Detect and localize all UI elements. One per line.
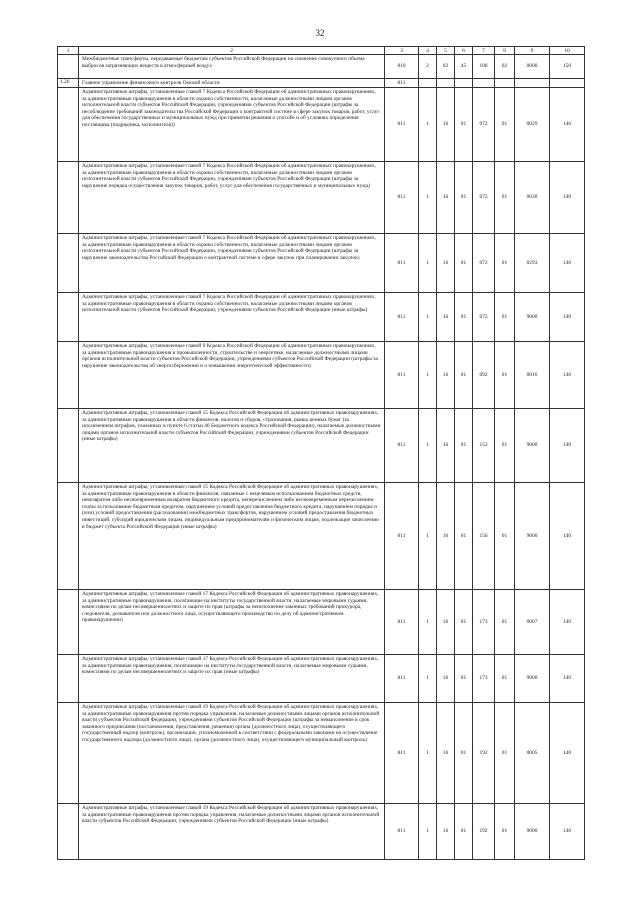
code-cell: 01 <box>495 342 515 409</box>
code-cell: 16 <box>437 342 455 409</box>
row-number-cell <box>58 804 79 860</box>
row-description: Административные штрафы, установленные главой 7 Кодекса Российской Федерации об административных правонарушениях, за административные правонарушения в области охраны собственности, налагаемые должностными лицами органов исполнительной власти субъектов Российской Федерации, учреждениями субъектов Российской Федерации (штрафы за несоблюдение требований законодательства Российской Федерации о контрактной системе в сфере закупок товаров, работ, услуг для обеспечения государственных и муниципальных нужд при принятии решения о способе и об условиях определения поставщика (подрядчика, исполнителя)) <box>79 88 385 162</box>
code-cell: 0293 <box>515 234 550 293</box>
code-cell: 01 <box>455 804 473 860</box>
table-row <box>58 655 585 703</box>
code-cell: 140 <box>550 342 585 409</box>
code-cell: 192 <box>473 804 495 860</box>
code-cell: 140 <box>550 703 585 804</box>
code-cell: 108 <box>473 55 495 79</box>
code-cell: 140 <box>550 804 585 860</box>
code-cell: 01 <box>495 234 515 293</box>
empty-cell <box>515 79 550 88</box>
code-cell: 140 <box>550 88 585 162</box>
code-cell: 811 <box>385 655 419 703</box>
code-cell: 45 <box>455 55 473 79</box>
code-cell: 1 <box>419 703 437 804</box>
code-cell: 0030 <box>515 162 550 234</box>
code-cell: 01 <box>455 88 473 162</box>
code-cell: 16 <box>437 293 455 342</box>
row-description: Административные штрафы, установленные главой 19 Кодекса Российской Федерации об административных правонарушениях, за административные правонарушения против порядка управления, налагаемые должностными лицами органов исполнительной власти субъектов Российской Федерации, учреждениями субъектов Российской Федерации (штрафы за невыполнение в срок законного предписания (постановления, представления, решения) органа (должностного лица), осуществляющего государственный надзор (контроль), организации, уполномоченной в соответствии с федеральными законами на осуществление государственного надзора (должностного лица), органа (должностного лица), осуществляющего муниципальный контроль) <box>79 703 385 804</box>
preceding-table-row <box>58 55 585 79</box>
code-cell: 01 <box>495 293 515 342</box>
empty-cell <box>473 79 495 88</box>
row-number-cell <box>58 162 79 234</box>
code-cell: 810 <box>385 55 419 79</box>
code-cell: 01 <box>495 483 515 590</box>
table-row <box>58 88 585 162</box>
table-row <box>58 483 585 590</box>
code-cell: 811 <box>385 88 419 162</box>
code-cell: 140 <box>550 590 585 655</box>
code-cell: 811 <box>385 342 419 409</box>
row-number-cell <box>58 655 79 703</box>
code-cell: 16 <box>437 655 455 703</box>
header-cell: 9 <box>515 47 550 55</box>
code-cell: 1 <box>419 655 437 703</box>
row-number-cell <box>58 703 79 804</box>
row-number-cell <box>58 234 79 293</box>
row-number-cell <box>58 409 79 483</box>
code-cell: 16 <box>437 88 455 162</box>
code-cell: 9000 <box>515 409 550 483</box>
code-cell: 0007 <box>515 590 550 655</box>
code-cell: 0029 <box>515 88 550 162</box>
code-cell: 01 <box>455 655 473 703</box>
table-row <box>58 342 585 409</box>
code-cell: 072 <box>473 88 495 162</box>
code-cell: 01 <box>455 342 473 409</box>
table-row <box>58 590 585 655</box>
code-cell: 1 <box>419 804 437 860</box>
code-cell: 811 <box>385 703 419 804</box>
row-number-cell <box>58 483 79 590</box>
row-number-cell <box>58 293 79 342</box>
code-cell: 811 <box>385 483 419 590</box>
header-cell: 4 <box>419 47 437 55</box>
code-cell: 16 <box>437 234 455 293</box>
code-cell: 192 <box>473 703 495 804</box>
table-row <box>58 703 585 804</box>
row-number-cell <box>58 342 79 409</box>
code-cell: 16 <box>437 590 455 655</box>
empty-cell <box>495 79 515 88</box>
header-cell: 5 <box>437 47 455 55</box>
code-cell: 1 <box>419 234 437 293</box>
code-cell: 16 <box>437 483 455 590</box>
empty-cell <box>437 79 455 88</box>
code-cell: 173 <box>473 655 495 703</box>
row-description: Административные штрафы, установленные главой 7 Кодекса Российской Федерации об административных правонарушениях, за административные правонарушения в области охраны собственности, налагаемые должностными лицами органов исполнительной власти субъектов Российской Федерации, учреждениями субъектов Российской Федерации (штрафы за нарушение законодательства Российской Федерации о контрактной системе в сфере закупок при планировании закупок) <box>79 234 385 293</box>
row-description: Административные штрафы, установленные главой 7 Кодекса Российской Федерации об административных правонарушениях, за административные правонарушения в области охраны собственности, налагаемые должностными лицами органов исполнительной власти субъектов Российской Федерации, учреждениями субъектов Российской Федерации (иные штрафы) <box>79 293 385 342</box>
row-description: Административные штрафы, установленные главой 15 Кодекса Российской Федерации об административных правонарушениях, за административные правонарушения в области финансов, налогов и сборов, страхования, рынка ценных бумаг (за исключением штрафов, указанных в пункте 6 статьи 46 Бюджетного кодекса Российской Федерации), налагаемые должностными лицами органов исполнительной власти субъектов Российской Федерации, учреждениями субъектов Российской Федерации (иные штрафы) <box>79 409 385 483</box>
code-cell: 16 <box>437 804 455 860</box>
header-cell: 1 <box>58 47 79 55</box>
header-cell: 7 <box>473 47 495 55</box>
code-cell: 01 <box>495 804 515 860</box>
row-description: Административные штрафы, установленные главой 9 Кодекса Российской Федерации об административных правонарушениях, за административные правонарушения в промышленности, строительстве и энергетике, налагаемые должностными лицами органов исполнительной власти субъектов Российской Федерации, учреждениями субъектов Российской Федерации (штрафы за нарушение законодательства об энергосбережении и о повышении энергетической эффективности) <box>79 342 385 409</box>
section-heading-row <box>58 79 585 88</box>
code-cell: 072 <box>473 162 495 234</box>
column-number-header-row <box>58 47 585 55</box>
code-cell: 1 <box>419 342 437 409</box>
header-cell: 6 <box>455 47 473 55</box>
code-cell: 9000 <box>515 804 550 860</box>
code-cell: 140 <box>550 409 585 483</box>
header-cell: 2 <box>79 47 385 55</box>
row-description: Административные штрафы, установленные главой 17 Кодекса Российской Федерации об административных правонарушениях, за административные правонарушения, посягающие на институты государственной власти, налагаемые мировыми судьями, комиссиями по делам несовершеннолетних и защите их прав (штрафы за неисполнение законных требований прокурора, следователя, дознавателя или должностного лица, осуществляющего производство по делу об административном правонарушении) <box>79 590 385 655</box>
code-cell: 156 <box>473 483 495 590</box>
code-cell: 01 <box>495 703 515 804</box>
code-cell: 1 <box>419 88 437 162</box>
table-row <box>58 804 585 860</box>
code-cell: 092 <box>473 342 495 409</box>
row-number-cell <box>58 55 79 79</box>
code-cell: 811 <box>385 804 419 860</box>
row-description: Межбюджетные трансферты, передаваемые бюджетам субъектов Российской Федерации на снижение совокупного объема выбросов загрязняющих веществ в атмосферный воздух <box>79 55 385 79</box>
code-cell: 9000 <box>515 483 550 590</box>
table-row <box>58 234 585 293</box>
code-cell: 140 <box>550 293 585 342</box>
header-cell: 10 <box>550 47 585 55</box>
code-cell: 150 <box>550 55 585 79</box>
code-cell: 02 <box>495 55 515 79</box>
empty-cell <box>455 79 473 88</box>
code-cell: 1 <box>419 162 437 234</box>
code-cell: 072 <box>473 234 495 293</box>
code-cell: 01 <box>495 88 515 162</box>
code-cell: 140 <box>550 162 585 234</box>
code-cell: 01 <box>455 234 473 293</box>
code-cell: 01 <box>495 409 515 483</box>
code-cell: 152 <box>473 409 495 483</box>
row-description: Административные штрафы, установленные главой 15 Кодекса Российской Федерации об административных правонарушениях, за административные правонарушения в области финансов, связанные с нецелевым использованием бюджетных средств, невозвратом либо несвоевременным возвратом бюджетного кредита, неперечислением либо несвоевременным перечислением платы за пользование бюджетным кредитом, нарушением условий предоставления бюджетного кредита, нарушением порядка и (или) условий предоставления (расходования) межбюджетных трансфертов, нарушением условий предоставления бюджетных инвестиций, субсидий юридическим лицам, индивидуальным предпринимателям и физическим лицам, подлежащие зачислению в бюджет субъекта Российской Федерации (иные штрафы) <box>79 483 385 590</box>
code-cell: 01 <box>455 590 473 655</box>
code-cell: 0016 <box>515 342 550 409</box>
section-title: Главное управление финансового контроля Омской области <box>79 79 385 88</box>
code-cell: 1 <box>419 409 437 483</box>
code-cell: 140 <box>550 483 585 590</box>
section-code: 811 <box>385 79 419 88</box>
code-cell: 811 <box>385 162 419 234</box>
code-cell: 02 <box>437 55 455 79</box>
row-number-cell <box>58 590 79 655</box>
table-row <box>58 409 585 483</box>
code-cell: 01 <box>455 409 473 483</box>
section-number: 1.26 <box>58 79 79 88</box>
code-cell: 01 <box>495 655 515 703</box>
code-cell: 140 <box>550 234 585 293</box>
code-cell: 9000 <box>515 655 550 703</box>
code-cell: 811 <box>385 293 419 342</box>
code-cell: 01 <box>495 162 515 234</box>
code-cell: 01 <box>495 590 515 655</box>
code-cell: 811 <box>385 590 419 655</box>
code-cell: 01 <box>455 162 473 234</box>
header-cell: 3 <box>385 47 419 55</box>
row-number-cell <box>58 88 79 162</box>
page-number: 32 <box>315 28 325 38</box>
code-cell: 072 <box>473 293 495 342</box>
code-cell: 140 <box>550 655 585 703</box>
code-cell: 811 <box>385 234 419 293</box>
code-cell: 16 <box>437 703 455 804</box>
code-cell: 01 <box>455 703 473 804</box>
empty-cell <box>419 79 437 88</box>
code-cell: 1 <box>419 483 437 590</box>
code-cell: 173 <box>473 590 495 655</box>
header-cell: 8 <box>495 47 515 55</box>
code-cell: 16 <box>437 409 455 483</box>
budget-codes-table <box>57 46 585 860</box>
row-description: Административные штрафы, установленные главой 17 Кодекса Российской Федерации об административных правонарушениях, за административные правонарушения, посягающие на институты государственной власти, налагаемые мировыми судьями, комиссиями по делам несовершеннолетних и защите их прав (иные штрафы) <box>79 655 385 703</box>
code-cell: 9000 <box>515 293 550 342</box>
code-cell: 01 <box>455 483 473 590</box>
row-description: Административные штрафы, установленные главой 19 Кодекса Российской Федерации об административных правонарушениях, за административные правонарушения против порядка управления, налагаемые должностными лицами органов исполнительной власти субъектов Российской Федерации, учреждениями субъектов Российской Федерации (иные штрафы) <box>79 804 385 860</box>
code-cell: 811 <box>385 409 419 483</box>
table-row <box>58 162 585 234</box>
code-cell: 1 <box>419 590 437 655</box>
table-row <box>58 293 585 342</box>
row-description: Административные штрафы, установленные главой 7 Кодекса Российской Федерации об административных правонарушениях, за административные правонарушения в области охраны собственности, налагаемые должностными лицами органов исполнительной власти субъектов Российской Федерации, учреждениями субъектов Российской Федерации (штрафы за нарушение порядка осуществления закупок товаров, работ, услуг для обеспечения государственных и муниципальных нужд) <box>79 162 385 234</box>
code-cell: 0000 <box>515 55 550 79</box>
code-cell: 16 <box>437 162 455 234</box>
empty-cell <box>550 79 585 88</box>
code-cell: 0005 <box>515 703 550 804</box>
code-cell: 1 <box>419 293 437 342</box>
code-cell: 01 <box>455 293 473 342</box>
code-cell: 2 <box>419 55 437 79</box>
